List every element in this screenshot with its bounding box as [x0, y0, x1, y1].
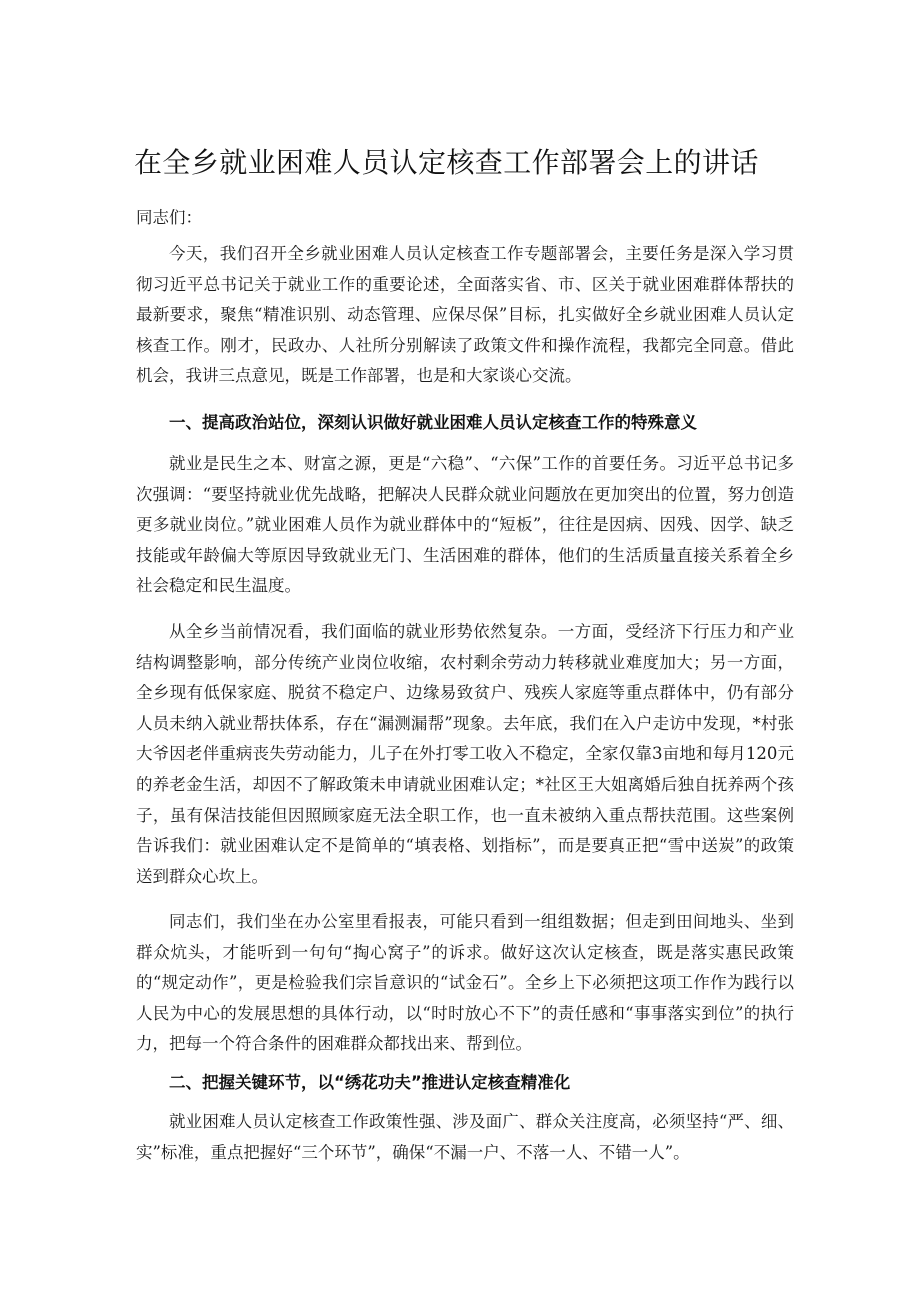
salutation: 同志们：	[136, 208, 202, 227]
paragraph-intro: 今天，我们召开全乡就业困难人员认定核查工作专题部署会，主要任务是深入学习贯彻习近平总书记关于就业工作的重要论述，全面落实省、市、区关于就业困难群体帮扶的最新要求，聚焦“精准识别、动态管理、应保尽保”目标，扎实做好全乡就业困难人员认定核查工作。刚才，民政办、人社所分别解读了政策文件和操作流程，我都完全同意。借此机会，我讲三点意见，既是工作部署，也是和大家谈心交流。	[136, 244, 794, 386]
paragraph-section1-1: 就业是民生之本、财富之源，更是“六稳”、“六保”工作的首要任务。习近平总书记多次强调：“要坚持就业优先战略，把解决人民群众就业问题放在更加突出的位置，努力创造更多就业岗位。”就业困难人员作为就业群体中的“短板”，往往是因病、因残、因学、缺乏技能或年龄偏大等原因导致就业无门、生活困难的群体，他们的生活质量直接关系着全乡社会稳定和民生温度。	[136, 454, 794, 596]
paragraph-section1-3: 同志们，我们坐在办公室里看报表，可能只看到一组组数据；但走到田间地头、坐到群众炕头，才能听到一句句“掏心窝子”的诉求。做好这次认定核查，既是落实惠民政策的“规定动作”，更是检验我们宗旨意识的“试金石”。全乡上下必须把这项工作作为践行以人民为中心的发展思想的具体行动，以“时时放心不下”的责任感和“事事落实到位”的执行力，把每一个符合条件的困难群众都找出来、帮到位。	[136, 912, 794, 1054]
paragraph-section1-2: 从全乡当前情况看，我们面临的就业形势依然复杂。一方面，受经济下行压力和产业结构调整影响，部分传统产业岗位收缩，农村剩余劳动力转移就业难度加大；另一方面，全乡现有低保家庭、脱贫不稳定户、边缘易致贫户、残疾人家庭等重点群体中，仍有部分人员未纳入就业帮扶体系，存在“漏测漏帮”现象。去年底，我们在入户走访中发现，*村张大爷因老伴重病丧失劳动能力，儿子在外打零工收入不稳定，全家仅靠3亩地和每月120元的养老金生活，却因不了解政策未申请就业困难认定；*社区王大姐离婚后独自抚养两个孩子，虽有保洁技能但因照顾家庭无法全职工作，也一直未被纳入重点帮扶范围。这些案例告诉我们：就业困难认定不是简单的“填表格、划指标”，而是要真正把“雪中送炭”的政策送到群众心坎上。	[136, 622, 794, 886]
section-heading-2: 二、把握关键环节，以“绣花功夫”推进认定核查精准化	[169, 1073, 571, 1092]
paragraph-section2-1: 就业困难人员认定核查工作政策性强、涉及面广、群众关注度高，必须坚持“严、细、实”标准，重点把握好“三个环节”，确保“不漏一户、不落一人、不错一人”。	[136, 1112, 794, 1162]
document-title: 在全乡就业困难人员认定核查工作部署会上的讲话	[134, 146, 759, 179]
section-heading-1: 一、提高政治站位，深刻认识做好就业困难人员认定核查工作的特殊意义	[169, 413, 697, 432]
